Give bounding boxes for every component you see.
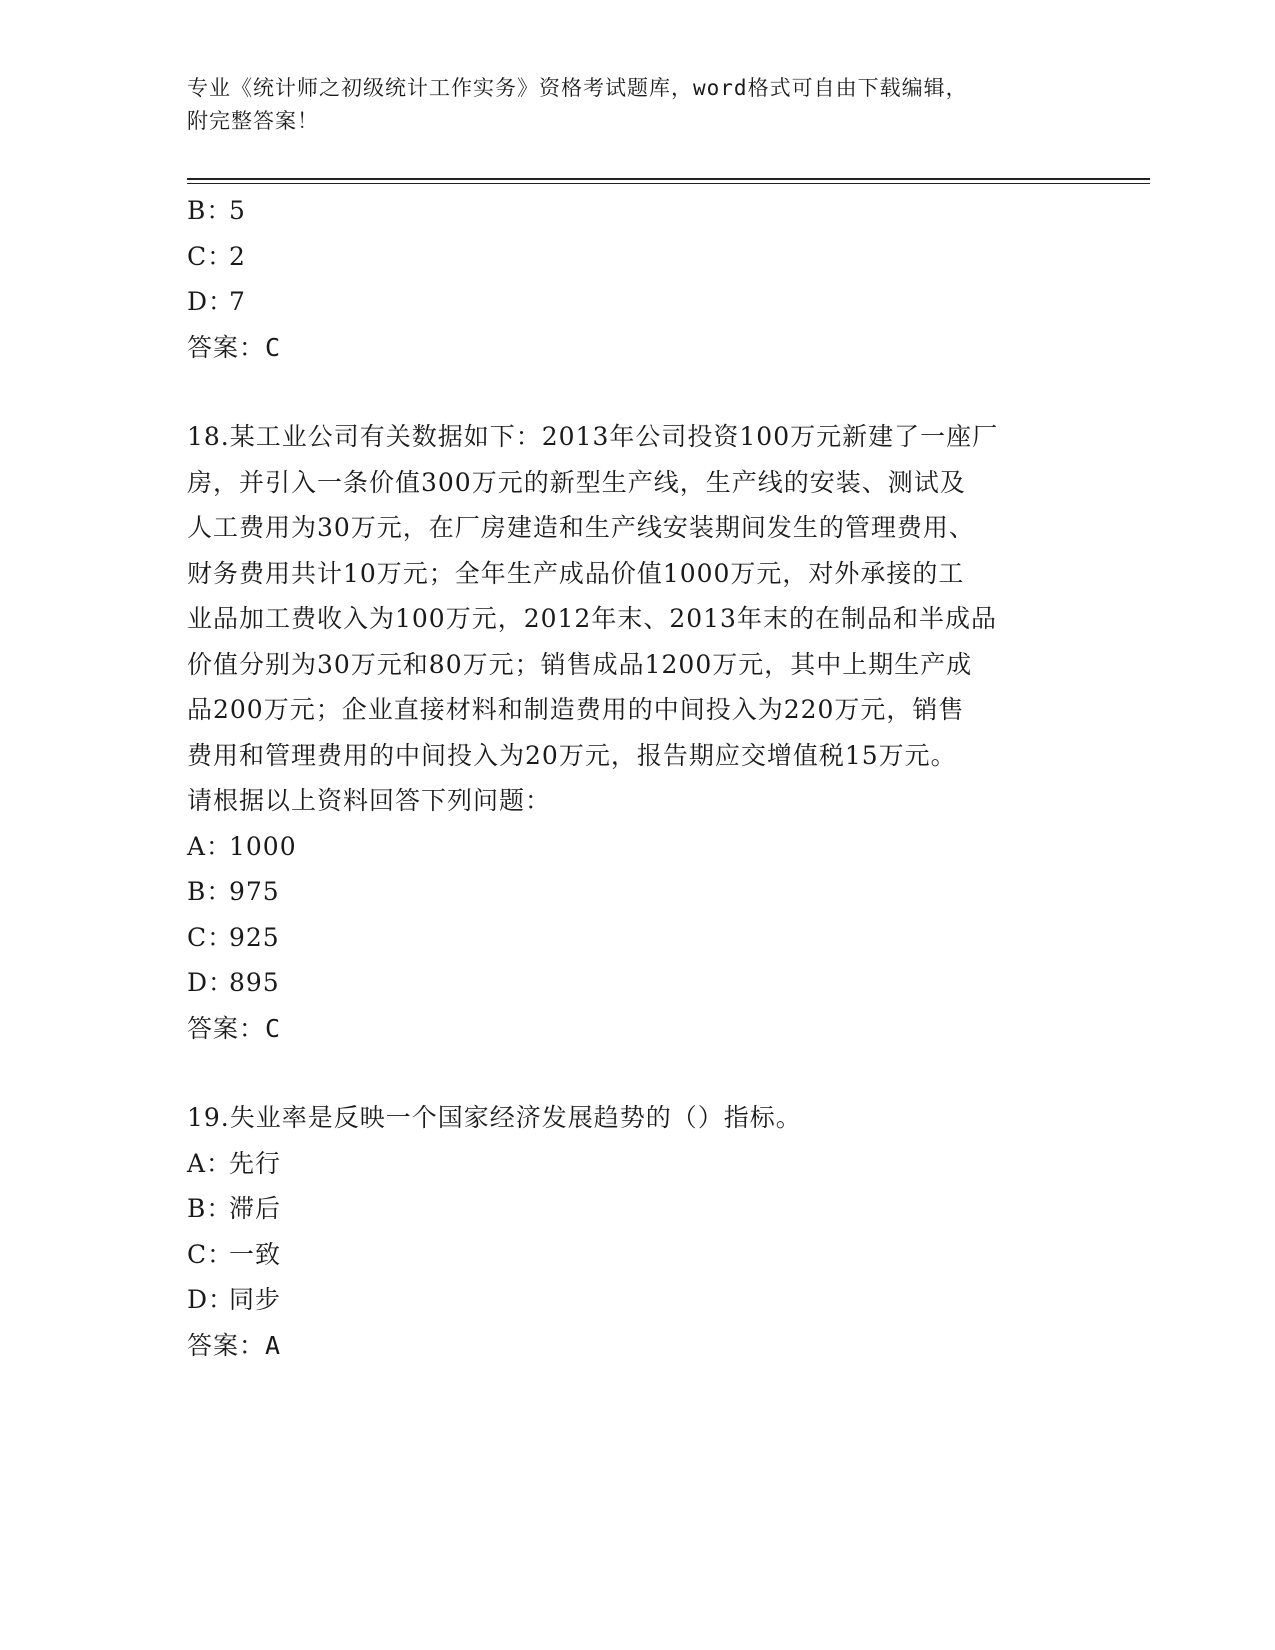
option-text: 895 — [229, 968, 280, 997]
option-key: B： — [187, 196, 233, 225]
option-key: D： — [187, 1285, 235, 1314]
option-text: 一致 — [229, 1239, 282, 1269]
document-header — [187, 72, 1067, 138]
option-d — [187, 279, 1087, 325]
question-stem-line: 费用和管理费用的中间投入为20万元，报告期应交增值税15万元。 — [187, 740, 957, 770]
header-line-1: 专业《统计师之初级统计工作实务》资格考试题库，word格式可自由下载编辑， — [187, 76, 968, 100]
answer-line: 答案：A — [187, 1330, 282, 1360]
option-a — [187, 1141, 1087, 1187]
option-c — [187, 915, 1087, 961]
option-c — [187, 234, 1087, 280]
spacer — [187, 1051, 1087, 1095]
option-d — [187, 960, 1087, 1006]
option-text: 1000 — [229, 831, 297, 861]
spacer — [187, 370, 1087, 414]
question-stem-line: 19.失业率是反映一个国家经济发展趋势的（）指标。 — [187, 1103, 802, 1132]
option-key: B： — [187, 1194, 233, 1223]
option-key: A： — [187, 831, 233, 861]
option-d — [187, 1277, 1087, 1323]
option-key: D： — [187, 968, 235, 997]
option-text: 同步 — [229, 1285, 282, 1314]
question-stem-line: 请根据以上资料回答下列问题： — [187, 786, 552, 815]
header-divider-thick — [187, 178, 1150, 180]
option-c — [187, 1232, 1087, 1278]
option-text: 7 — [229, 287, 246, 316]
option-b — [187, 1186, 1087, 1232]
header-line-2: 附完整答案！ — [187, 109, 319, 133]
option-key: B： — [187, 877, 233, 906]
option-text: 2 — [229, 241, 246, 271]
question-stem-line: 价值分别为30万元和80万元；销售成品1200万元，其中上期生产成 — [187, 649, 973, 679]
question-content — [187, 188, 1087, 1368]
option-text: 925 — [229, 922, 280, 952]
option-text: 975 — [229, 877, 280, 906]
question-stem-line: 18.某工业公司有关数据如下：2013年公司投资100万元新建了一座厂 — [187, 422, 999, 451]
question-18 — [187, 414, 1087, 1051]
option-key: A： — [187, 1148, 233, 1178]
question-stem-line: 财务费用共计10万元；全年生产成品价值1000万元，对外承接的工 — [187, 558, 965, 588]
option-a — [187, 824, 1087, 870]
option-b — [187, 188, 1087, 234]
question-stem-line: 品200万元；企业直接材料和制造费用的中间投入为220万元，销售 — [187, 695, 965, 724]
answer-line: 答案：C — [187, 332, 282, 362]
answer-line: 答案：C — [187, 1013, 282, 1043]
option-key: D： — [187, 287, 235, 316]
option-text: 先行 — [229, 1148, 282, 1178]
header-divider-thin — [187, 183, 1150, 184]
option-key: C： — [187, 1239, 234, 1269]
question-19 — [187, 1095, 1087, 1368]
option-text: 滞后 — [229, 1194, 282, 1223]
question-17-tail — [187, 188, 1087, 370]
question-stem-line: 人工费用为30万元，在厂房建造和生产线安装期间发生的管理费用、 — [187, 513, 975, 542]
question-stem-line: 房，并引入一条价值300万元的新型生产线，生产线的安装、测试及 — [187, 467, 966, 497]
option-text: 5 — [229, 196, 246, 225]
option-b — [187, 869, 1087, 915]
question-stem-line: 业品加工费收入为100万元，2012年末、2013年末的在制品和半成品 — [187, 604, 997, 633]
option-key: C： — [187, 922, 234, 952]
option-key: C： — [187, 241, 234, 271]
